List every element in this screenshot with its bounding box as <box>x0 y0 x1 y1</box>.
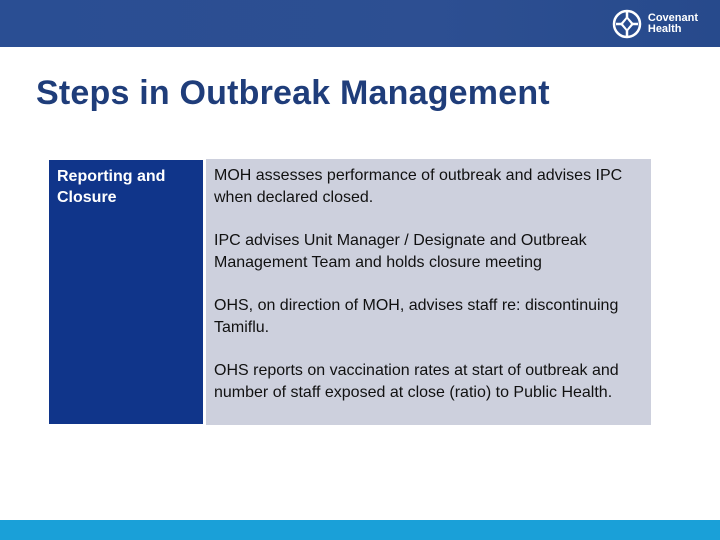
covenant-health-logo <box>612 8 698 40</box>
logo-text-line2: Health <box>647 23 682 35</box>
steps-table <box>48 159 651 425</box>
logo-text <box>648 13 698 35</box>
slide-title: Steps in Outbreak Management <box>36 74 550 112</box>
step-item: OHS reports on vaccination rates at start of outbreak and number of staff exposed at close (ratio) to Public Health. <box>214 362 619 401</box>
step-content-cell <box>206 159 651 425</box>
step-label-cell: Reporting and Closure <box>48 159 204 425</box>
step-item: OHS, on direction of MOH, advises staff re: discontinuing Tamiflu. <box>214 297 619 336</box>
step-item: MOH assesses performance of outbreak and advises IPC when declared closed. <box>214 167 623 206</box>
covenant-health-cross-icon <box>612 9 642 39</box>
logo-text-line1: Covenant <box>647 12 698 24</box>
step-item: IPC advises Unit Manager / Designate and Outbreak Management Team and holds closure meeting <box>214 232 587 271</box>
header-bar <box>0 0 720 47</box>
footer-bar <box>0 520 720 540</box>
